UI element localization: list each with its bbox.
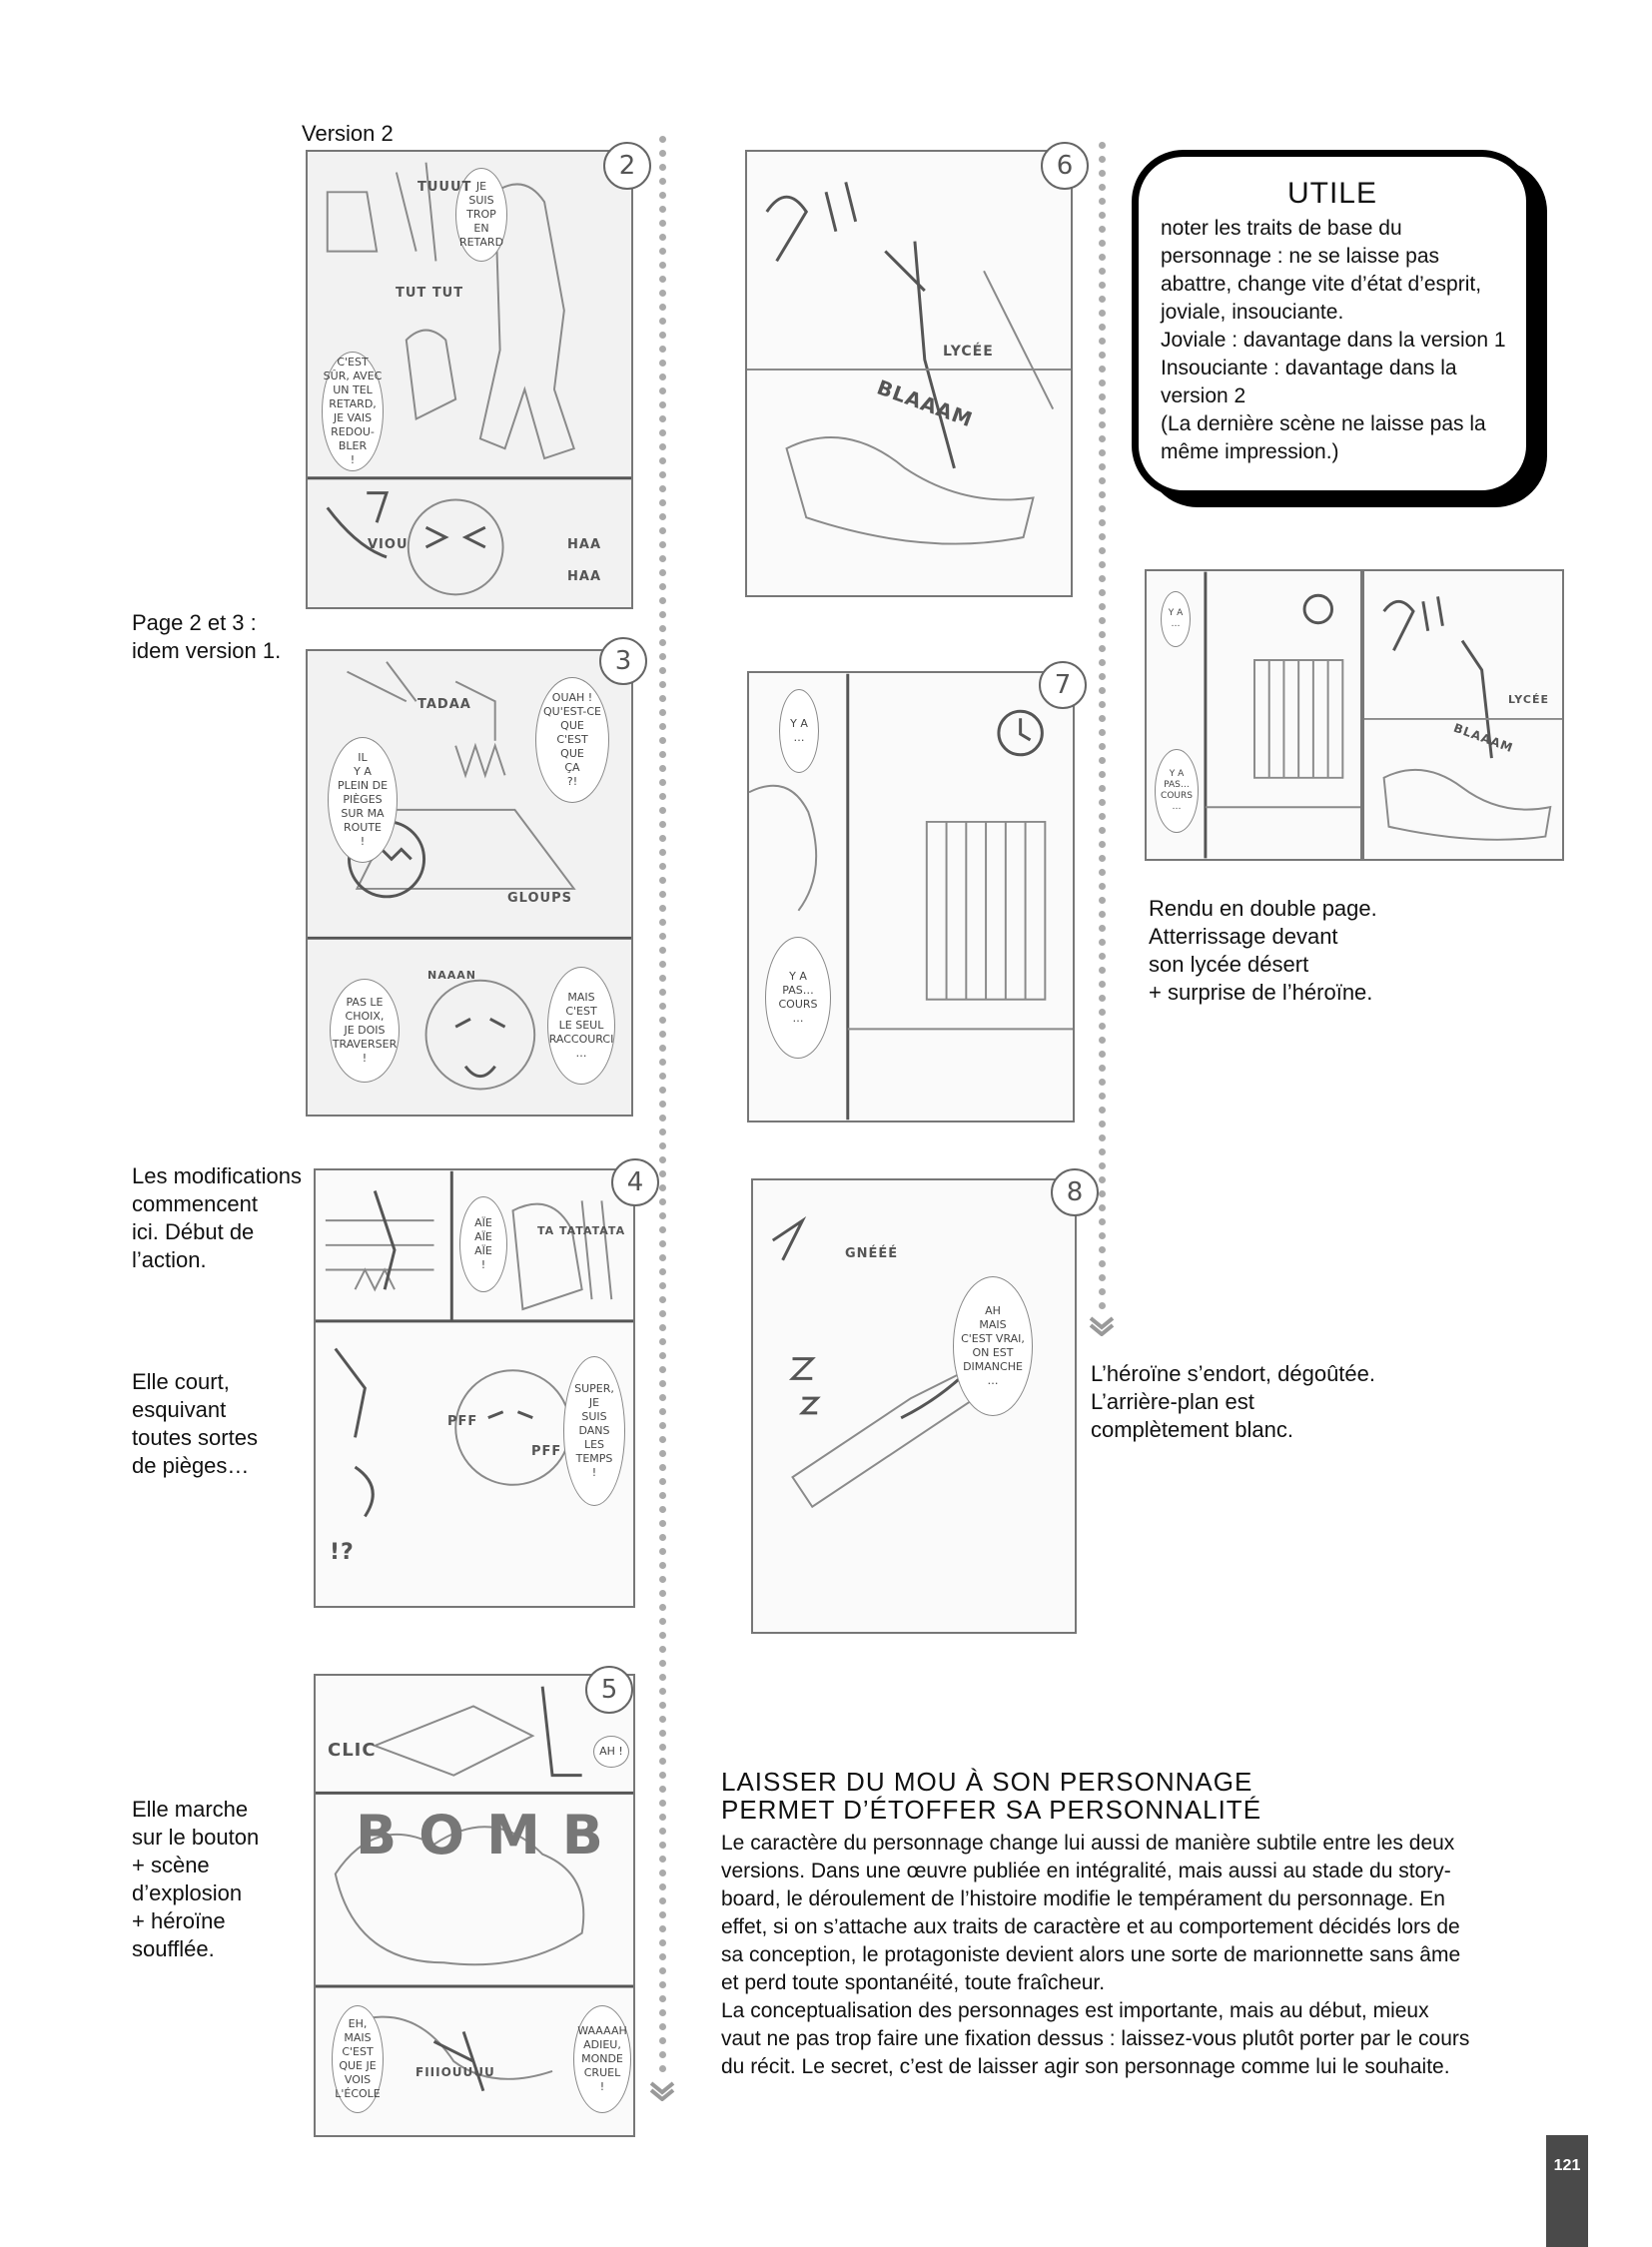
- note-runs: Elle court, esquivant toutes sortes de pièges…: [132, 1369, 258, 1478]
- storyboard-page-7: [747, 671, 1075, 1123]
- p4-bubble-2: SUPER, JE SUIS DANS LES TEMPS !: [563, 1356, 625, 1506]
- dp-bubble-2: Y A PAS… COURS …: [1155, 749, 1199, 833]
- p4-bubble-1: AÏE AÏE AÏE !: [459, 1196, 507, 1292]
- p4-sfx-1: TA TATATATA: [537, 1224, 626, 1237]
- p4-sfx-3: PFF: [531, 1444, 562, 1459]
- dotted-guide-left: [657, 136, 667, 2073]
- p2-sfx-4: HAA: [567, 537, 602, 552]
- utile-body: noter les traits de base du personnage : ne se laisse pas abattre, change vite d’état d’esprit, joviale, insouciante. Joviale : davantage dans la version 1 Insouciante : davantage dans la version 2 (La dernière scène ne laisse pas la même impression.): [1161, 217, 1506, 463]
- p2-bubble-2: C'EST SÛR, AVEC UN TEL RETARD, JE VAIS REDOU- BLER !: [322, 352, 384, 471]
- p8-bubble: AH MAIS C'EST VRAI, ON EST DIMANCHE …: [953, 1276, 1033, 1416]
- dp-bubble-1: Y A …: [1161, 591, 1191, 647]
- p2-sfx-2: TUT TUT: [396, 286, 464, 301]
- p4-sfx-2: PFF: [447, 1414, 478, 1429]
- panel-number-5: 5: [585, 1666, 633, 1714]
- note-button: Elle marche sur le bouton + scène d’explosion + héroïne soufflée.: [132, 1797, 260, 1961]
- utile-callout: [1132, 150, 1533, 497]
- p2-sfx-3: VIOU: [368, 537, 409, 552]
- p5-bubble-2: EH, MAIS C'EST QUE JE VOIS L'ÉCOLE: [332, 2005, 384, 2113]
- storyboard-page-6: [745, 150, 1073, 597]
- dp-sign: LYCÉE: [1508, 693, 1549, 706]
- section-title: LAISSER DU MOU À SON PERSONNAGE PERMET D’ÉTOFFER SA PERSONNALITÉ: [721, 1767, 1262, 1825]
- dp-sfx: BLAAAM: [1451, 720, 1516, 756]
- note-double-page: Rendu en double page. Atterrissage devant son lycée désert + surprise de l’héroïne.: [1149, 896, 1377, 1005]
- panel-number-2: 2: [603, 142, 651, 190]
- note-modifications: Les modifications commencent ici. Début de l’action.: [132, 1163, 302, 1272]
- p2-sfx-5: HAA: [567, 569, 602, 584]
- p3-bubble-2: OUAH ! QU'EST-CE QUE C'EST QUE ÇA ?!: [535, 677, 609, 803]
- sketch-double-page-right: [1364, 571, 1562, 859]
- p6-sign: LYCÉE: [943, 344, 994, 360]
- p8-sfx: GNÉÉÉ: [845, 1246, 899, 1261]
- panel-number-7: 7: [1039, 661, 1087, 709]
- double-page-left: [1145, 569, 1362, 861]
- storyboard-page-8: [751, 1178, 1077, 1634]
- storyboard-page-5: [314, 1674, 635, 2137]
- sketch-page-8: [753, 1180, 1075, 1632]
- sketch-page-6: [747, 152, 1071, 595]
- dotted-guide-right: [1097, 142, 1107, 1310]
- p3-bubble-3: PAS LE CHOIX, JE DOIS TRAVERSER !: [330, 979, 400, 1083]
- p5-bubble-1: AH !: [593, 1736, 629, 1768]
- p3-bubble-4: MAIS C'EST LE SEUL RACCOURCI …: [547, 967, 615, 1085]
- note-sleep: L’héroïne s’endort, dégoûtée. L’arrière-plan est complètement blanc.: [1091, 1361, 1376, 1442]
- p3-sfx-3: NAAAN: [427, 969, 476, 982]
- storyboard-page-4: [314, 1168, 635, 1608]
- p4-sfx-4: !?: [330, 1540, 355, 1565]
- storyboard-page-2: [306, 150, 633, 609]
- p6-sfx: BLAAAM: [873, 374, 977, 432]
- p5-sfx-3: FIIIOUUUU: [415, 2065, 495, 2079]
- chevron-down-icon: [649, 2081, 675, 2101]
- panel-number-8: 8: [1051, 1168, 1099, 1216]
- note-pages-2-3: Page 2 et 3 : idem version 1.: [132, 610, 282, 663]
- section-body: Le caractère du personnage change lui aussi de manière subtile entre les deux versions. Dans une œuvre publiée en intégralité, mais aussi au stade du story- board, le déroulement de l’histoire modifie le tempérament du personnage. En effet, si on s’attache aux traits de caractère et au comportement décidés lors de sa conception, le protagoniste devient alors une sorte de marionnette sans âme et perd toute spontanéité, toute fraîcheur. La conceptualisation des personnages est importante, mais au début, mieux vaut ne pas trop faire une fixation dessus : laissez-vous plutôt porter par le cours du récit. Le secret, c’est de laisser agir son personnage comme lui le souhaite.: [721, 1832, 1470, 2078]
- p3-sfx-2: GLOUPS: [507, 891, 572, 906]
- p5-bubble-3: WAAAAH ADIEU, MONDE CRUEL !: [573, 2005, 631, 2113]
- utile-title: UTILE: [1286, 177, 1378, 210]
- version-label: Version 2: [302, 121, 394, 146]
- page-number: 121: [1546, 2135, 1588, 2247]
- p5-sfx-2: BOMB: [356, 1804, 625, 1867]
- p2-sfx-1: TUUUT: [417, 180, 472, 195]
- p3-bubble-1: IL Y A PLEIN DE PIÈGES SUR MA ROUTE !: [328, 737, 398, 863]
- panel-number-3: 3: [599, 637, 647, 685]
- p3-sfx-1: TADAA: [417, 697, 471, 712]
- double-page-right: [1362, 569, 1564, 861]
- chevron-down-icon: [1089, 1316, 1115, 1336]
- p7-bubble-2: Y A PAS… COURS …: [765, 937, 831, 1059]
- panel-number-6: 6: [1041, 142, 1089, 190]
- storyboard-page-3: [306, 649, 633, 1117]
- panel-number-4: 4: [611, 1158, 659, 1206]
- p2-bubble-1: JE SUIS TROP EN RETARD: [455, 168, 507, 262]
- p7-bubble-1: Y A …: [779, 689, 819, 773]
- p5-sfx-1: CLIC: [328, 1740, 377, 1761]
